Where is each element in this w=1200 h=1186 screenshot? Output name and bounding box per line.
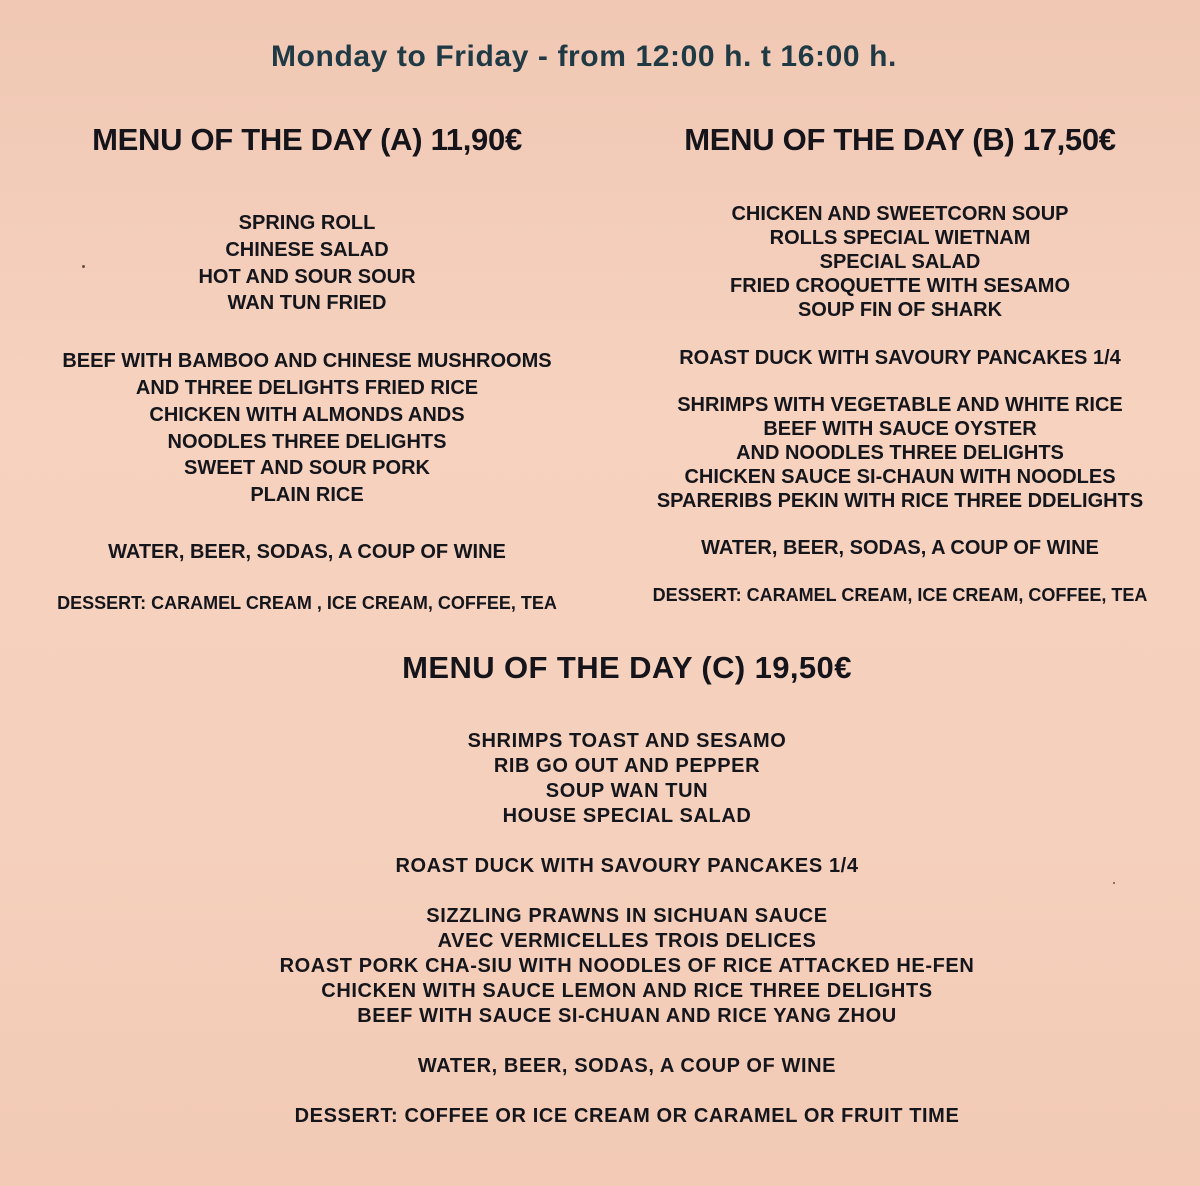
menu-item: SHRIMPS TOAST AND SESAMO xyxy=(467,730,787,752)
menu-item: AND NOODLES THREE DELIGHTS xyxy=(736,442,1064,464)
menu-a-mains xyxy=(0,348,614,509)
menu-item: SPECIAL SALAD xyxy=(819,251,981,273)
menu-item: RIB GO OUT AND PEPPER xyxy=(493,755,761,777)
menu-c-duck xyxy=(0,854,1200,879)
menu-b-mains xyxy=(592,393,1200,513)
menu-a-title: MENU OF THE DAY (A) 11,90€ xyxy=(92,122,522,157)
menu-item: SIZZLING PRAWNS IN SICHUAN SAUCE xyxy=(426,905,828,927)
menu-item: BEEF WITH BAMBOO AND CHINESE MUSHROOMS xyxy=(62,350,552,373)
menu-item: DESSERT: CARAMEL CREAM, ICE CREAM, COFFEE, TEA xyxy=(652,585,1148,605)
menu-item: SPRING ROLL xyxy=(238,212,376,234)
menu-b-duck xyxy=(592,346,1200,370)
menu-item: DESSERT: COFFEE OR ICE CREAM OR CARAMEL OR FRUIT TIME xyxy=(294,1105,960,1127)
menu-item: SOUP FIN OF SHARK xyxy=(797,299,1003,321)
menu-item: CHICKEN WITH SAUCE LEMON AND RICE THREE DELIGHTS xyxy=(321,980,933,1002)
menu-item: PLAIN RICE xyxy=(250,484,364,507)
menu-item: WATER, BEER, SODAS, A COUP OF WINE xyxy=(108,540,506,563)
menu-item: FRIED CROQUETTE WITH SESAMO xyxy=(730,275,1070,297)
menu-b-dessert xyxy=(592,583,1200,607)
menu-c-mains xyxy=(0,904,1200,1029)
paper-speck xyxy=(1113,882,1115,884)
menu-item: WAN TUN FRIED xyxy=(227,292,387,315)
menu-item: BEEF WITH SAUCE OYSTER xyxy=(763,418,1037,440)
menu-item: DESSERT: CARAMEL CREAM , ICE CREAM, COFFEE, TEA xyxy=(57,592,557,613)
menu-item: AND THREE DELIGHTS FRIED RICE xyxy=(135,376,479,399)
menu-item: WATER, BEER, SODAS, A COUP OF WINE xyxy=(701,537,1099,559)
menu-item: WATER, BEER, SODAS, A COUP OF WINE xyxy=(417,1055,837,1077)
menu-item: ROAST PORK CHA-SIU WITH NOODLES OF RICE ATTACKED HE-FEN xyxy=(279,955,975,977)
menu-c-starters xyxy=(0,729,1200,829)
menu-item: SWEET AND SOUR PORK xyxy=(184,457,430,480)
menu-c-dessert xyxy=(0,1104,1200,1129)
menu-item: SOUP WAN TUN xyxy=(545,780,709,802)
menu-item: SPARERIBS PEKIN WITH RICE THREE DDELIGHTS xyxy=(656,490,1144,512)
menu-item: HOUSE SPECIAL SALAD xyxy=(502,805,752,827)
menu-b xyxy=(592,122,1200,607)
menu-item: CHICKEN WITH ALMONDS ANDS xyxy=(149,403,465,426)
menu-item: AVEC VERMICELLES TROIS DELICES xyxy=(437,930,817,952)
menu-c-title: MENU OF THE DAY (C) 19,50€ xyxy=(402,650,852,685)
menu-item: ROAST DUCK WITH SAVOURY PANCAKES 1/4 xyxy=(679,347,1121,369)
paper-speck xyxy=(82,265,85,268)
menu-a-drinks xyxy=(0,539,614,566)
menu-item: ROAST DUCK WITH SAVOURY PANCAKES 1/4 xyxy=(395,855,859,877)
menu-a-dessert xyxy=(0,590,614,617)
menu-item: CHICKEN SAUCE SI-CHAUN WITH NOODLES xyxy=(684,466,1116,488)
menu-item: ROLLS SPECIAL WIETNAM xyxy=(769,227,1031,249)
menu-item: CHICKEN AND SWEETCORN SOUP xyxy=(731,203,1069,225)
menu-a xyxy=(0,122,614,617)
menu-item: CHINESE SALAD xyxy=(225,238,389,261)
schedule-heading: Monday to Friday - from 12:00 h. t 16:00 h. xyxy=(271,40,897,73)
menu-a-starters xyxy=(0,210,614,317)
menu-item: SHRIMPS WITH VEGETABLE AND WHITE RICE xyxy=(677,394,1123,416)
menu-item: NOODLES THREE DELIGHTS xyxy=(167,430,447,453)
menu-item: HOT AND SOUR SOUR xyxy=(198,265,416,288)
menu-c-drinks xyxy=(0,1054,1200,1079)
menu-b-title: MENU OF THE DAY (B) 17,50€ xyxy=(684,122,1116,157)
menu-b-starters xyxy=(592,202,1200,322)
menu-c xyxy=(0,650,1200,1129)
menu-b-drinks xyxy=(592,536,1200,560)
menu-item: BEEF WITH SAUCE SI-CHUAN AND RICE YANG ZHOU xyxy=(357,1005,897,1027)
